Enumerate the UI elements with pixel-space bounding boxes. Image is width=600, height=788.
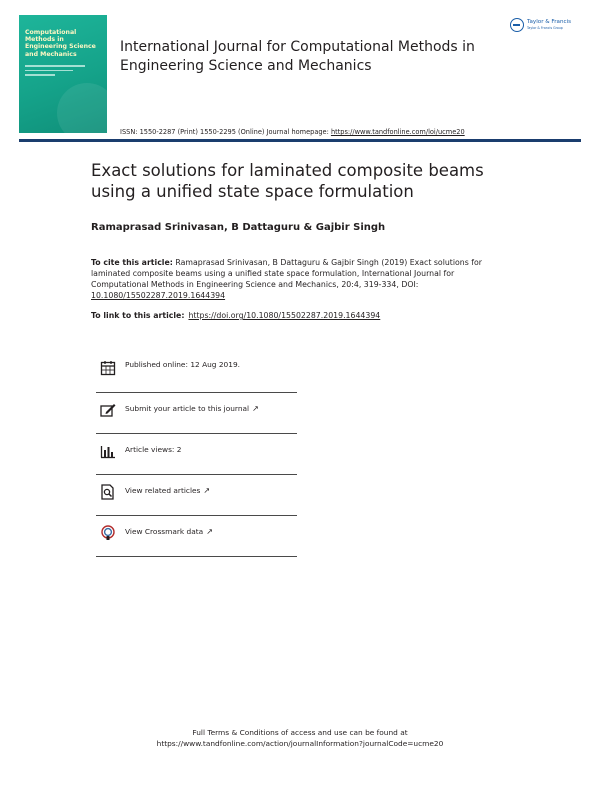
citation-text: Ramaprasad Srinivasan, B Dattaguru & Gajbir Singh (2019) Exact solutions for laminated composite beams using a unified state space formulation, International Journal for Computational Methods in Engineering Science and Mechanics, 20:4, 319-334, DOI: bbox=[91, 258, 483, 289]
link-label: To link to this article: bbox=[91, 311, 185, 320]
journal-homepage-link[interactable]: https://www.tandfonline.com/loi/ucme20 bbox=[330, 128, 465, 136]
publisher-logo-icon bbox=[510, 18, 524, 32]
publisher-name: Taylor & Francis bbox=[527, 19, 572, 25]
related-articles-label: View related articles bbox=[125, 486, 201, 495]
related-articles-link[interactable] bbox=[125, 486, 210, 495]
search-document-icon bbox=[100, 484, 116, 500]
citation-block bbox=[91, 257, 511, 301]
article-info-list bbox=[96, 352, 297, 557]
article-doi-link[interactable]: https://doi.org/10.1080/15502287.2019.1644394 bbox=[188, 311, 381, 320]
crossmark-label: View Crossmark data bbox=[125, 527, 204, 536]
external-link-icon: ↗ bbox=[252, 404, 259, 413]
citation-doi-link[interactable]: 10.1080/15502287.2019.1644394 bbox=[91, 291, 226, 300]
issn-line bbox=[120, 128, 465, 136]
footer-terms-text: Full Terms & Conditions of access and use can be found at bbox=[192, 728, 408, 737]
crossmark-link[interactable] bbox=[125, 527, 213, 536]
bar-chart-icon bbox=[100, 443, 116, 459]
edit-icon bbox=[100, 402, 116, 418]
header-divider bbox=[19, 139, 581, 142]
footer-terms-link[interactable]: https://www.tandfonline.com/action/journalInformation?journalCode=ucme20 bbox=[156, 739, 444, 748]
submit-article-link[interactable] bbox=[125, 404, 259, 413]
journal-title: International Journal for Computational Methods in Engineering Science and Mechanics bbox=[120, 39, 475, 74]
publisher-tagline: Taylor & Francis Group bbox=[527, 26, 563, 30]
article-authors: Ramaprasad Srinivasan, B Dattaguru & Gajbir Singh bbox=[91, 222, 386, 233]
external-link-icon: ↗ bbox=[206, 527, 213, 536]
published-online-row bbox=[96, 352, 297, 393]
submit-article-row[interactable] bbox=[96, 393, 297, 434]
article-title: Exact solutions for laminated composite beams using a unified state space formulation bbox=[91, 161, 484, 201]
article-views-row bbox=[96, 434, 297, 475]
crossmark-icon bbox=[100, 525, 116, 541]
external-link-icon: ↗ bbox=[203, 486, 211, 495]
crossmark-row[interactable] bbox=[96, 516, 297, 557]
calendar-icon bbox=[100, 360, 116, 376]
journal-cover-image bbox=[19, 15, 107, 133]
article-link-line bbox=[91, 311, 380, 320]
publisher-logo bbox=[510, 15, 582, 37]
published-online-label: Published online: 12 Aug 2019. bbox=[125, 360, 241, 369]
related-articles-row[interactable] bbox=[96, 475, 297, 516]
citation-label: To cite this article: bbox=[91, 258, 173, 267]
submit-article-label: Submit your article to this journal bbox=[125, 404, 250, 413]
issn-text: ISSN: 1550-2287 (Print) 1550-2295 (Online) Journal homepage: bbox=[120, 128, 331, 136]
article-views-label: Article views: 2 bbox=[125, 445, 182, 454]
footer-terms bbox=[0, 727, 600, 749]
cover-title: Computational Methods in Engineering Science and Mechanics bbox=[25, 29, 96, 58]
